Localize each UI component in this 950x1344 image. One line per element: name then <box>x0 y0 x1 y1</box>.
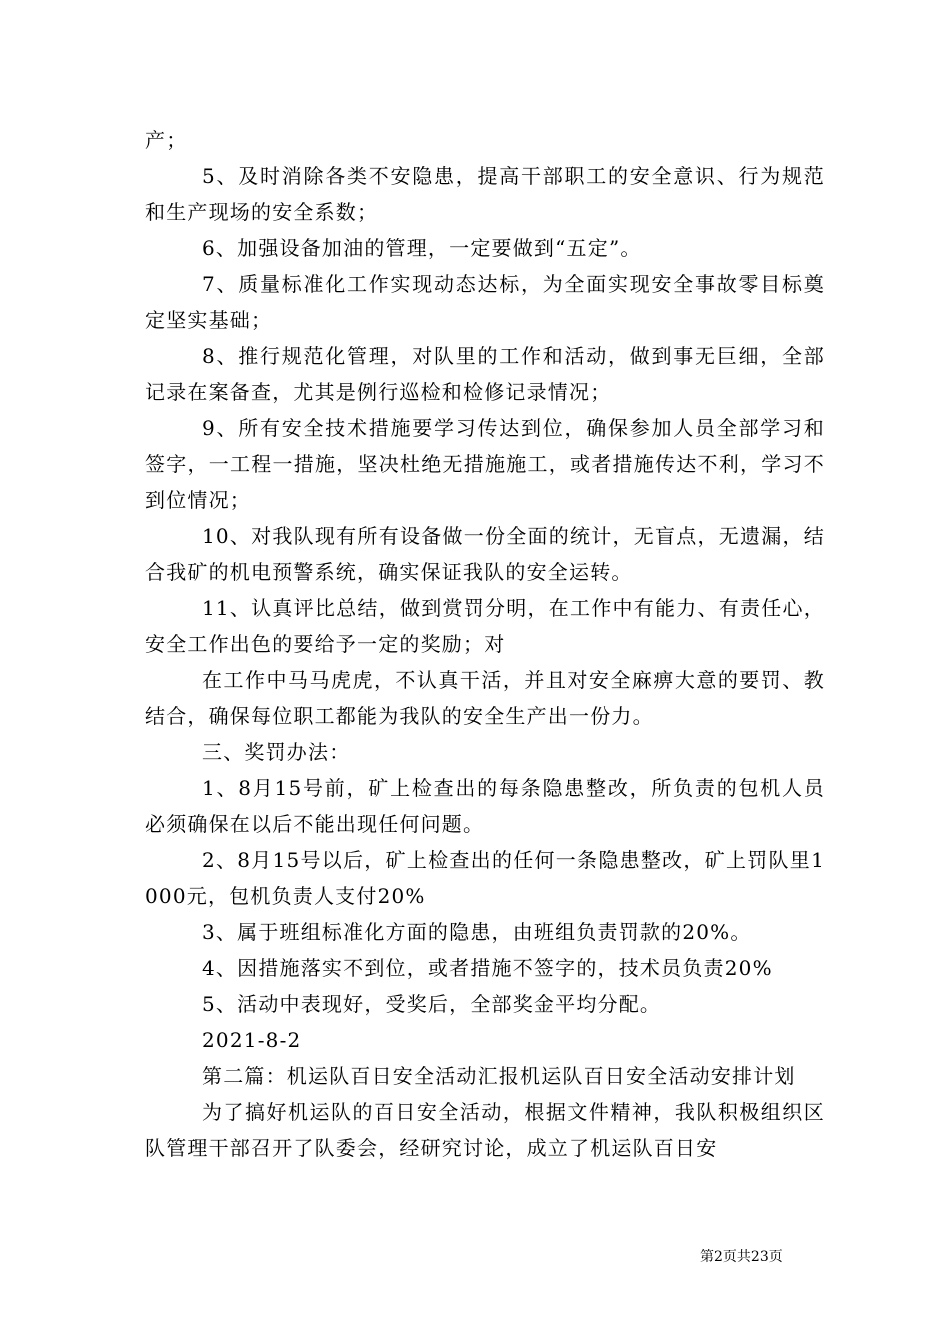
paragraph: 8、推行规范化管理，对队里的工作和活动，做到事无巨细，全部记录在案备查，尤其是例行巡检和检修记录情况； <box>145 344 825 404</box>
section-heading: 三、奖罚办法： <box>202 740 351 764</box>
paragraph: 11、认真评比总结，做到赏罚分明，在工作中有能力、有责任心，安全工作出色的要给予一定的奖励；对 <box>145 596 825 656</box>
paragraph: 1、8月15号前，矿上检查出的每条隐患整改，所负责的包机人员必须确保在以后不能出现任何问题。 <box>145 776 825 836</box>
date-line: 2021-8-2 <box>202 1028 302 1052</box>
paragraph: 4、因措施落实不到位，或者措施不签字的，技术员负责20% <box>202 956 773 980</box>
section-title: 第二篇：机运队百日安全活动汇报机运队百日安全活动安排计划 <box>202 1064 796 1088</box>
paragraph: 10、对我队现有所有设备做一份全面的统计，无盲点，无遗漏，结合我矿的机电预警系统，确实保证我队的安全运转。 <box>145 524 825 584</box>
paragraph: 6、加强设备加油的管理，一定要做到“五定”。 <box>202 236 642 260</box>
paragraph: 为了搞好机运队的百日安全活动，根据文件精神，我队积极组织区队管理干部召开了队委会，经研究讨论，成立了机运队百日安 <box>145 1100 825 1160</box>
paragraph: 9、所有安全技术措施要学习传达到位，确保参加人员全部学习和签字，一工程一措施，坚决杜绝无措施施工，或者措施传达不利，学习不到位情况； <box>145 416 825 512</box>
paragraph: 在工作中马马虎虎，不认真干活，并且对安全麻痹大意的要罚、教结合，确保每位职工都能为我队的安全生产出一份力。 <box>145 668 825 728</box>
page-number: 第2页共23页 <box>700 1249 783 1265</box>
paragraph: 产； <box>145 128 188 152</box>
paragraph: 7、质量标准化工作实现动态达标，为全面实现安全事故零目标奠定坚实基础； <box>145 272 825 332</box>
paragraph: 3、属于班组标准化方面的隐患，由班组负责罚款的20%。 <box>202 920 752 944</box>
paragraph: 2、8月15号以后，矿上检查出的任何一条隐患整改，矿上罚队里1000元，包机负责人支付20% <box>145 848 825 908</box>
document-body <box>145 122 825 1166</box>
paragraph: 5、及时消除各类不安隐患，提高干部职工的安全意识、行为规范和生产现场的安全系数； <box>145 164 825 224</box>
paragraph: 5、活动中表现好，受奖后，全部奖金平均分配。 <box>202 992 662 1016</box>
